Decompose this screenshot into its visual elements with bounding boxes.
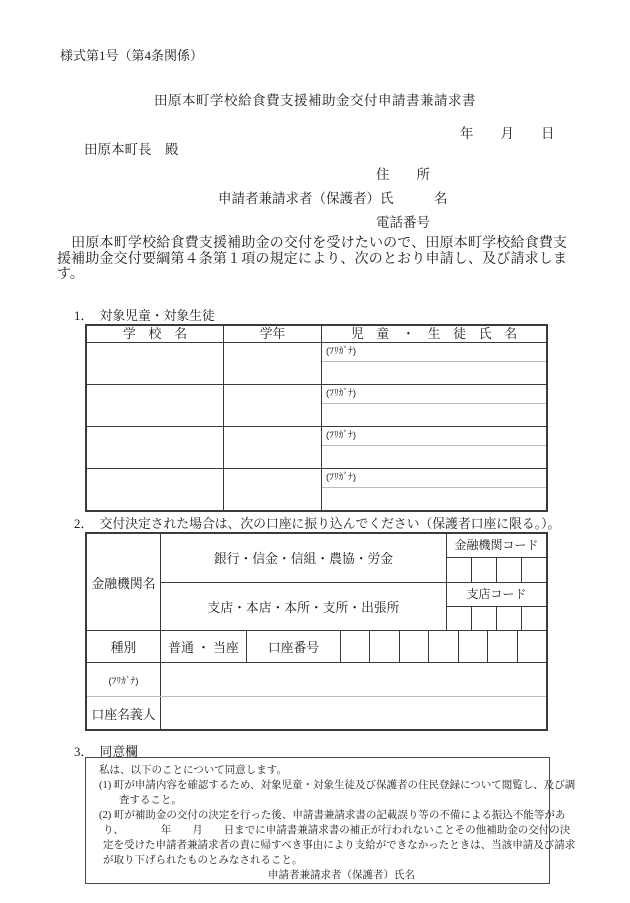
consent-item-2: (2) 町が補助金の交付の決定を行った後、申請書兼請求書の記載誤り等の不備による振込不能等があ (99, 810, 566, 821)
page-title: 田原本町学校給食費支援補助金交付申請書兼請求書 (154, 93, 476, 108)
address-field-label[interactable]: 住 所 (376, 167, 430, 182)
code-box-cell[interactable] (521, 558, 546, 582)
furigana-label: (ﾌﾘｶﾞﾅ) (322, 385, 546, 404)
account-type-label: 種別 (87, 631, 161, 662)
account-number-cell[interactable] (369, 631, 398, 662)
account-type-options[interactable]: 普通 ・ 当座 (161, 631, 247, 662)
student-name-cell[interactable] (322, 446, 546, 468)
student-table-header (87, 326, 546, 343)
account-number-cell[interactable] (487, 631, 516, 662)
student-name-cell[interactable] (322, 488, 546, 510)
furigana-label: (ﾌﾘｶﾞﾅ) (87, 663, 161, 696)
student-row (87, 385, 546, 427)
account-number-cell[interactable] (517, 631, 546, 662)
section3-heading: 3． 同意欄 (74, 745, 138, 759)
consent-item-1-cont: 査すること。 (119, 795, 182, 806)
date-field[interactable]: 年 月 日 (460, 126, 555, 141)
student-row (87, 427, 546, 469)
code-box-cell[interactable] (447, 558, 471, 582)
section2-heading: 2． 交付決定された場合は、次の口座に振り込んでください（保護者口座に限る。）。 (74, 517, 561, 531)
grade-cell[interactable] (224, 343, 322, 384)
bank-account-table (85, 532, 548, 731)
grade-cell[interactable] (224, 469, 322, 510)
code-box-cell[interactable] (471, 607, 496, 631)
account-number-cell[interactable] (458, 631, 487, 662)
consent-item-2-cont: 定を受けた申請者兼請求者の責に帰すべき事由により支給ができなかったときは、当該申請及び請求 (103, 840, 576, 851)
consent-item-1: (1) 町が申請内容を確認するため、対象児童・対象生徒及び保護者の住民登録について閲覧し、及び調 (99, 780, 576, 791)
account-holder-label: 口座名義人 (87, 697, 161, 729)
student-table (85, 324, 548, 512)
section1-heading: 1． 対象児童・対象生徒 (74, 309, 215, 323)
account-number-cell[interactable] (341, 631, 369, 662)
form-number: 様式第1号（第4条関係） (60, 48, 204, 63)
col-header-school: 学 校 名 (87, 326, 224, 342)
consent-item-2-cont: が取り下げられたものとみなされること。 (103, 855, 303, 866)
body-paragraph: 田原本町学校給食費支援補助金の交付を受けたいので、田原本町学校給食費支援補助金交付要綱第４条第１項の規定により、次のとおり申請し、及び請求します。 (57, 236, 567, 283)
school-name-cell[interactable] (87, 385, 224, 426)
phone-field-label[interactable]: 電話番号 (376, 215, 430, 230)
furigana-label: (ﾌﾘｶﾞﾅ) (322, 469, 546, 488)
institution-label: 金融機関名 (87, 534, 161, 630)
col-header-student-name: 児 童 ・ 生 徒 氏 名 (350, 327, 518, 341)
student-row (87, 469, 546, 510)
col-header-grade: 学年 (224, 326, 322, 342)
code-box-cell[interactable] (496, 558, 521, 582)
grade-cell[interactable] (224, 385, 322, 426)
branch-code-boxes (447, 607, 546, 631)
account-number-cell[interactable] (399, 631, 428, 662)
institution-code-boxes (447, 558, 546, 582)
account-number-boxes (341, 631, 546, 662)
account-number-cell[interactable] (428, 631, 457, 662)
consent-signature-field-label[interactable]: 申請者兼請求者（保護者）氏名 (268, 870, 415, 881)
school-name-cell[interactable] (87, 427, 224, 468)
code-box-cell[interactable] (496, 607, 521, 631)
code-box-cell[interactable] (447, 607, 471, 631)
student-name-cell[interactable] (322, 362, 546, 384)
branch-code-label: 支店コード (447, 583, 546, 607)
branch-type-options[interactable]: 支店・本店・本所・支所・出張所 (161, 583, 447, 631)
grade-cell[interactable] (224, 427, 322, 468)
furigana-label: (ﾌﾘｶﾞﾅ) (322, 427, 546, 446)
student-name-cell[interactable] (322, 404, 546, 426)
bank-type-options[interactable]: 銀行・信金・信組・農協・労金 (161, 534, 447, 582)
school-name-cell[interactable] (87, 343, 224, 384)
consent-intro: 私は、以下のことについて同意します。 (99, 765, 287, 776)
code-box-cell[interactable] (471, 558, 496, 582)
student-row (87, 343, 546, 385)
applicant-name-field-label[interactable]: 申請者兼請求者（保護者）氏 名 (218, 191, 448, 206)
consent-box (85, 757, 576, 884)
addressee-label: 田原本町長 殿 (84, 142, 179, 157)
account-holder-name-cell[interactable] (161, 697, 546, 729)
institution-code-label: 金融機関コード (447, 534, 546, 558)
school-name-cell[interactable] (87, 469, 224, 510)
code-box-cell[interactable] (521, 607, 546, 631)
account-holder-furigana-cell[interactable] (161, 663, 546, 696)
consent-item-2-cont: り、 年 月 日までに申請書兼請求書の補正が行われないことその他補助金の交付の決 (103, 825, 571, 836)
account-number-label: 口座番号 (247, 631, 341, 662)
furigana-label: (ﾌﾘｶﾞﾅ) (322, 343, 546, 362)
